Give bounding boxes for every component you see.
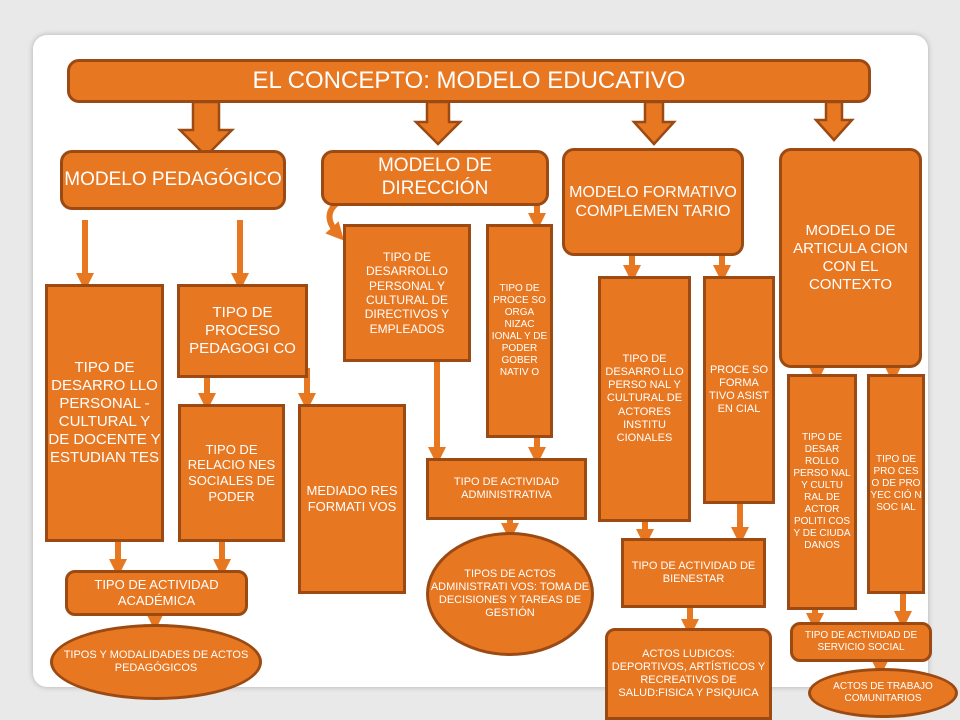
actos-pedagogicos-oval: TIPOS Y MODALIDADES DE ACTOS PEDAGÓGICOS (50, 624, 262, 700)
mediadores-formativos-box: MEDIADO RES FORMATI VOS (298, 404, 406, 594)
down-arrow-direccion (416, 102, 460, 144)
tipo-proceso-organizacional-box: TIPO DE PROCE SO ORGA NIZAC IONAL Y DE PODER GOBER NATIV O (486, 224, 553, 438)
tipo-proceso-pedagogico-box: TIPO DE PROCESO PEDAGOGI CO (177, 284, 308, 378)
tipo-proceso-proyeccion-box: TIPO DE PRO CES O DE PRO YEC CIÓ N SOC IAL (867, 374, 925, 594)
title-down-arrows (180, 102, 852, 156)
tipo-desarrollo-ciudadanos-box: TIPO DE DESAR ROLLO PERSO NAL Y CULTU RAL DE ACTOR POLITI COS Y DE CIUDA DANOS (787, 374, 857, 610)
tipo-desarrollo-directivos-box: TIPO DE DESARROLLO PERSONAL Y CULTURAL DE DIRECTIVOS Y EMPLEADOS (343, 224, 471, 362)
down-arrow-formativo (634, 102, 674, 144)
modelo-direccion-box: MODELO DE DIRECCIÓN (321, 150, 549, 206)
tipo-desarrollo-actores-box: TIPO DE DESARRO LLO PERSO NAL Y CULTURAL DE ACTORES INSTITU CIONALES (598, 276, 691, 522)
down-arrow-articulacion (816, 102, 852, 140)
main-title: EL CONCEPTO: MODELO EDUCATIVO (67, 59, 871, 103)
tipo-desarrollo-docente-box: TIPO DE DESARRO LLO PERSONAL - CULTURAL Y DE DOCENTE Y ESTUDIAN TES (45, 284, 164, 542)
actos-ludicos-box: ACTOS LUDICOS: DEPORTIVOS, ARTÍSTICOS Y RECREATIVOS DE SALUD:FISICA Y PSIQUICA (605, 628, 772, 720)
actos-trabajo-comunitarios-oval: ACTOS DE TRABAJO COMUNITARIOS (808, 668, 958, 718)
actos-administrativos-oval: TIPOS DE ACTOS ADMINISTRATI VOS: TOMA DE DECISIONES Y TAREAS DE GESTIÓN (426, 532, 594, 656)
modelo-pedagogico-box: MODELO PEDAGÓGICO (60, 150, 286, 210)
tipo-actividad-servicio-social-box: TIPO DE ACTIVIDAD DE SERVICIO SOCIAL (790, 622, 932, 662)
proceso-formativo-asistencial-box: PROCE SO FORMA TIVO ASIST EN CIAL (703, 276, 775, 504)
tipo-actividad-administrativa-box: TIPO DE ACTIVIDAD ADMINISTRATIVA (426, 458, 587, 520)
modelo-formativo-box: MODELO FORMATIVO COMPLEMEN TARIO (562, 148, 744, 256)
modelo-articulacion-box: MODELO DE ARTICULA CION CON EL CONTEXTO (779, 148, 922, 368)
tipo-relaciones-sociales-box: TIPO DE RELACIO NES SOCIALES DE PODER (178, 404, 285, 542)
down-arrow-pedagogico (180, 102, 232, 156)
tipo-actividad-bienestar-box: TIPO DE ACTIVIDAD DE BIENESTAR (621, 538, 766, 608)
tipo-actividad-academica-box: TIPO DE ACTIVIDAD ACADÉMICA (65, 570, 248, 616)
